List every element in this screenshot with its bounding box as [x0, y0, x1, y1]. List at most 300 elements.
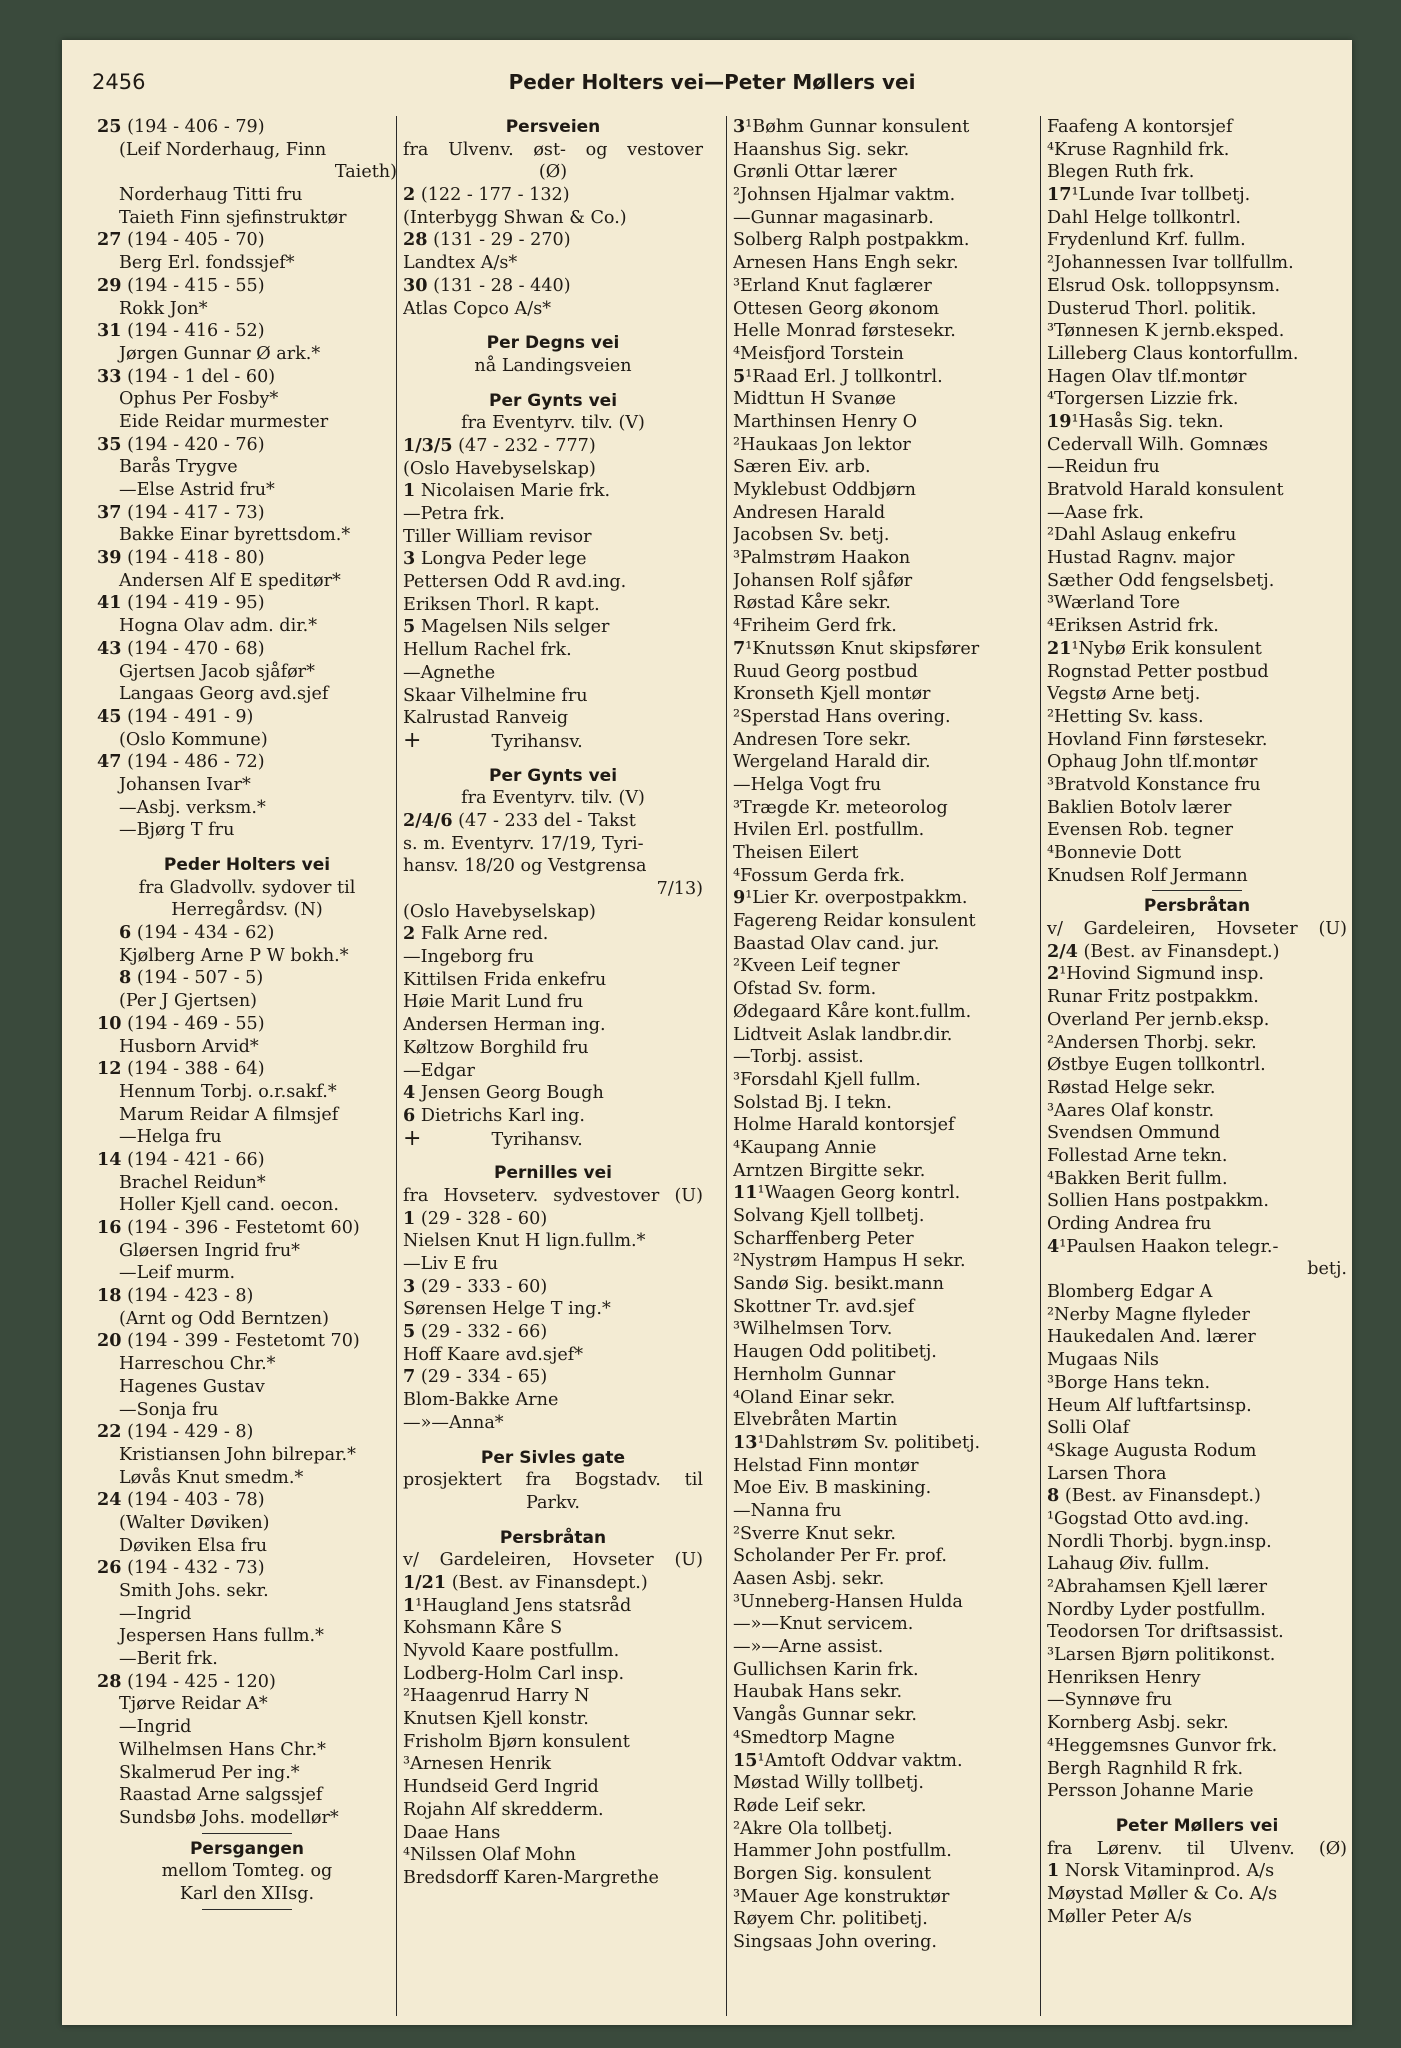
resident-line: Kristiansen John bilrepar.* — [119, 1444, 356, 1465]
house-entry: 7¹Knutssøn Knut skipsfører — [733, 637, 980, 659]
directory-line: 10 (194 - 469 - 55) — [97, 1012, 265, 1034]
resident-line: Husborn Arvid* — [119, 1036, 259, 1057]
directory-line: 27 (194 - 405 - 70) — [97, 229, 265, 251]
directory-line: ⁴Bonnevie Dott — [1047, 843, 1182, 863]
directory-line: ²Andersen Thorbj. sekr. — [1047, 1032, 1257, 1053]
resident-line: —Ingrid — [119, 1717, 192, 1738]
resident-line: —Leif murm. — [119, 1263, 236, 1284]
resident-line: Hagenes Gustav — [119, 1376, 265, 1397]
directory-line: Cedervall Wilh. Gomnæs — [1047, 434, 1269, 455]
directory-line: ²Johnsen Hjalmar vaktm. — [733, 185, 956, 206]
directory-line: Skaar Vilhelmine fru — [403, 685, 588, 706]
resident-line: —Berit frk. — [119, 1649, 218, 1670]
directory-line: Elvebråten Martin — [733, 1410, 898, 1431]
street-heading: Persgangen — [189, 1838, 305, 1859]
directory-line: 2 (122 - 177 - 132) — [403, 184, 570, 206]
directory-line: ¹Gogstad Otto avd.ing. — [1047, 1508, 1250, 1529]
directory-line: 1¹Haugland Jens statsråd — [403, 1594, 632, 1616]
directory-line: 2¹Hovind Sigmund insp. — [1047, 963, 1264, 985]
directory-line: 5 Magelsen Nils selger — [403, 616, 610, 638]
directory-line: Haukedalen And. lærer — [1047, 1327, 1256, 1348]
resident-line: Kjølberg Arne P W bokh.* — [119, 945, 349, 966]
directory-line: Solberg Ralph postpakkm. — [733, 230, 970, 251]
directory-line: 4 Jensen Georg Bough — [403, 1082, 604, 1104]
street-description: Parkv. — [525, 1492, 581, 1513]
resident-line: —Ingrid — [119, 1603, 192, 1624]
directory-line: 43 (194 - 470 - 68) — [97, 637, 265, 659]
directory-line: ²Haagenrud Harry N — [403, 1686, 590, 1707]
house-entry: 17¹Lunde Ivar tollbetj. — [1047, 184, 1251, 206]
directory-line: Hernholm Gunnar — [733, 1364, 896, 1385]
house-entry: 5¹Raad Erl. J tollkontrl. — [733, 365, 943, 387]
directory-line: ³Erland Knut faglærer — [733, 275, 932, 296]
resident-line: Raastad Arne salgssjef — [119, 1785, 323, 1806]
directory-line: ³Bratvold Konstance fru — [1047, 774, 1261, 795]
directory-line: Røde Leif sekr. — [733, 1795, 867, 1816]
directory-line: Kronseth Kjell montør — [733, 684, 931, 705]
street-heading: Pernilles vei — [494, 1163, 612, 1184]
directory-line: Skottner Tr. avd.sjef — [733, 1296, 915, 1317]
resident-line: Marum Reidar A filmsjef — [119, 1104, 339, 1125]
directory-line: Solstad Bj. I tekn. — [733, 1092, 892, 1113]
directory-page — [62, 40, 1352, 2025]
resident-line: 8 (194 - 507 - 5) — [119, 967, 264, 989]
directory-line: ²Kveen Leif tegner — [733, 956, 900, 977]
directory-line: Hoff Kaare avd.sjef* — [403, 1344, 584, 1365]
directory-line: Vangås Gunnar sekr. — [733, 1705, 917, 1726]
resident-line: (Per J Gjertsen) — [119, 991, 258, 1012]
directory-line: Knudsen Rolf Jermann — [1047, 865, 1248, 886]
directory-line: ⁴Oland Einar sekr. — [733, 1387, 896, 1408]
directory-line: (Oslo Havebyselskap) — [403, 458, 596, 479]
resident-line: Eide Reidar murmester — [119, 411, 329, 432]
directory-line: Henriksen Henry — [1047, 1667, 1201, 1688]
directory-line: Andersen Herman ing. — [403, 1015, 606, 1036]
directory-line: Nordli Thorbj. bygn.insp. — [1047, 1531, 1272, 1552]
directory-line: 47 (194 - 486 - 72) — [97, 751, 265, 773]
directory-line: Jacobsen Sv. betj. — [733, 525, 890, 546]
directory-line: Faafeng A kontorsjef — [1047, 117, 1233, 137]
directory-line: 25 (194 - 406 - 79) — [97, 116, 265, 137]
directory-line: —Reidun fru — [1047, 457, 1160, 478]
street-heading: Peder Holters vei — [163, 855, 331, 875]
directory-line: 26 (194 - 432 - 73) — [97, 1557, 265, 1579]
directory-line: Kittilsen Frida enkefru — [403, 969, 607, 990]
page-title: Peder Holters vei—Peter Møllers vei — [508, 70, 916, 94]
directory-line: Fagereng Reidar konsulent — [733, 911, 976, 932]
section-rule — [97, 1830, 397, 1838]
page-number: 2456 — [92, 70, 146, 94]
directory-line: ²Nerby Magne flyleder — [1047, 1304, 1250, 1325]
directory-line: ²Akre Ola tollbetj. — [733, 1818, 893, 1839]
directory-line: Høie Marit Lund fru — [403, 992, 584, 1013]
directory-line: ³Arnesen Henrik — [403, 1754, 552, 1775]
street-description: (Ø) — [538, 162, 568, 183]
directory-line: 3 Longva Peder lege — [403, 548, 587, 570]
directory-line: Bergh Ragnhild R frk. — [1047, 1758, 1244, 1779]
directory-line: Sandø Sig. besikt.mann — [733, 1274, 944, 1295]
directory-line: Andresen Tore sekr. — [733, 729, 912, 750]
directory-line: ⁴Meisfjord Torstein — [733, 343, 904, 364]
street-heading: Persveien — [505, 117, 601, 137]
directory-line: 1 Norsk Vitaminprod. A/s — [1047, 1860, 1275, 1882]
directory-line: Bredsdorff Karen-Margrethe — [403, 1867, 659, 1888]
resident-line: 6 (194 - 434 - 62) — [119, 922, 275, 944]
street-heading: Per Gynts vei — [488, 765, 618, 786]
directory-line: ³Palmstrøm Haakon — [733, 548, 911, 569]
directory-line: 35 (194 - 420 - 76) — [97, 433, 265, 455]
spacer — [403, 753, 703, 765]
directory-line: ⁴Skage Augusta Rodum — [1047, 1440, 1257, 1461]
directory-line: ⁴Kruse Ragnhild frk. — [1047, 139, 1230, 160]
directory-line: 28 (194 - 425 - 120) — [97, 1670, 276, 1692]
resident-line: Bakke Einar byrettsdom.* — [119, 525, 351, 546]
directory-line: Røstad Helge sekr. — [1047, 1077, 1216, 1098]
resident-line: Jørgen Gunnar Ø ark.* — [119, 343, 321, 364]
directory-line: s. m. Eventyrv. 17/19, Tyri- — [403, 833, 644, 854]
resident-line: Smith Johs. sekr. — [119, 1581, 269, 1601]
directory-line: 14 (194 - 421 - 66) — [97, 1148, 265, 1170]
directory-line: —Liv E fru — [403, 1254, 499, 1274]
directory-line: ²Dahl Aslaug enkefru — [1047, 525, 1237, 546]
street-heading: Peter Møllers vei — [1115, 1815, 1279, 1836]
directory-line: Rojahn Alf skredderm. — [403, 1799, 604, 1820]
street-description: nå Landingsveien — [474, 355, 632, 376]
directory-line: —Gunnar magasinarb. — [733, 207, 934, 228]
directory-line: Køltzow Borghild fru — [403, 1037, 589, 1058]
directory-line: 2 Falk Arne red. — [403, 923, 549, 945]
directory-line: Daae Hans — [403, 1822, 501, 1843]
street-description: fra Eventyrv. tilv. (V) — [461, 413, 645, 434]
street-description: fra Lørenv. til Ulvenv. (Ø) — [1047, 1838, 1347, 1859]
directory-line: —Ingeborg fru — [403, 947, 534, 968]
street-description: v/ Gardeleiren, Hovseter (U) — [403, 1550, 703, 1571]
directory-line: Moe Eiv. B maskining. — [733, 1478, 932, 1499]
street-description: fra Ulvenv. øst- og vestover — [403, 139, 703, 160]
resident-line: Norderhaug Titti fru — [119, 185, 303, 206]
directory-line: Hustad Ragnv. major — [1047, 548, 1235, 569]
resident-line: Holler Kjell cand. oecon. — [119, 1195, 339, 1216]
column-4 — [1040, 116, 1347, 2016]
directory-line: ²Nystrøm Hampus H sekr. — [733, 1251, 966, 1272]
resident-line: Barås Trygve — [119, 457, 238, 478]
directory-line: Ophaug John tlf.montør — [1047, 752, 1258, 773]
directory-line: Scharffenberg Peter — [733, 1228, 914, 1249]
directory-line: Nordby Lyder postfullm. — [1047, 1599, 1266, 1620]
directory-line: Nielsen Knut H lign.fullm.* — [403, 1231, 646, 1252]
house-entry: 3¹Bøhm Gunnar konsulent — [733, 116, 970, 137]
resident-line: (Arnt og Odd Berntzen) — [119, 1308, 329, 1329]
resident-line: (Oslo Kommune) — [119, 729, 268, 750]
spacer — [403, 1150, 703, 1162]
directory-line: 3 (29 - 333 - 60) — [403, 1275, 548, 1297]
resident-line: Skalmerud Per ing.* — [119, 1762, 300, 1783]
directory-line: Kalrustad Ranveig — [403, 708, 569, 729]
directory-line: Rognstad Petter postbud — [1047, 661, 1269, 682]
directory-line: Frisholm Bjørn konsulent — [403, 1731, 630, 1752]
street-description: mellom Tomteg. og — [161, 1861, 333, 1882]
directory-line: ⁴Bakken Berit fullm. — [1047, 1168, 1228, 1189]
directory-line: Hellum Rachel frk. — [403, 640, 572, 661]
directory-line: —Torbj. assist. — [733, 1047, 864, 1068]
directory-line: ³Larsen Bjørn politikonst. — [1047, 1645, 1276, 1666]
street-description: fra Eventyrv. tilv. (V) — [461, 788, 645, 809]
directory-line: 6 Dietrichs Karl ing. — [403, 1104, 585, 1126]
directory-line: Ording Andrea fru — [1047, 1214, 1212, 1234]
section-rule — [1047, 887, 1347, 895]
directory-line: 18 (194 - 423 - 8) — [97, 1285, 254, 1307]
resident-line: Langaas Georg avd.sjef — [119, 684, 329, 705]
directory-line: Elsrud Osk. tolloppsynsm. — [1047, 275, 1281, 296]
directory-line: Frydenlund Krf. fullm. — [1047, 230, 1246, 251]
continuation-line: 7/13) — [656, 879, 703, 899]
directory-line: ⁴Kaupang Annie — [733, 1137, 877, 1158]
directory-line: —Aase frk. — [1047, 502, 1144, 523]
resident-line: (Leif Norderhaug, Finn — [119, 139, 327, 160]
directory-line: ³Mauer Age konstruktør — [733, 1886, 950, 1907]
directory-line: Arnesen Hans Engh sekr. — [733, 253, 959, 274]
directory-line: 16 (194 - 396 - Festetomt 60) — [97, 1217, 360, 1238]
directory-line: Evensen Rob. tegner — [1047, 820, 1234, 841]
directory-line: Særen Eiv. arb. — [733, 457, 871, 478]
directory-line: Gullichsen Karin frk. — [733, 1659, 919, 1680]
directory-line: Solli Olaf — [1047, 1418, 1130, 1439]
directory-line: 12 (194 - 388 - 64) — [97, 1058, 265, 1080]
directory-line: 37 (194 - 417 - 73) — [97, 501, 265, 523]
cross-street: + Tyrihansv. — [403, 1127, 583, 1151]
directory-line: Hovland Finn førstesekr. — [1047, 729, 1268, 750]
resident-line: —Helga fru — [119, 1127, 222, 1148]
resident-line: Taieth Finn sjefinstruktør — [119, 207, 347, 228]
street-description: Herregårdsv. (N) — [171, 900, 323, 921]
directory-line: 33 (194 - 1 del - 60) — [97, 365, 276, 387]
directory-line: —Petra frk. — [403, 504, 505, 524]
directory-line: Hammer John postfullm. — [733, 1841, 952, 1862]
directory-line: Solvang Kjell tollbetj. — [733, 1206, 925, 1226]
house-entry: 11¹Waagen Georg kontrl. — [733, 1182, 961, 1204]
resident-line: —Else Astrid fru* — [119, 480, 275, 500]
directory-line: Blegen Ruth frk. — [1047, 162, 1195, 183]
directory-line: —Helga Vogt fru — [733, 774, 882, 795]
directory-line: Myklebust Oddbjørn — [733, 480, 916, 500]
resident-line: Johansen Ivar* — [119, 774, 251, 795]
resident-line: —Bjørg T fru — [119, 820, 235, 841]
directory-line: ³Forsdahl Kjell fullm. — [733, 1069, 921, 1090]
directory-line: ⁴Smedtorp Magne — [733, 1727, 895, 1748]
resident-line: Berg Erl. fondssjef* — [119, 253, 295, 274]
directory-line: Østbye Eugen tollkontrl. — [1047, 1055, 1266, 1076]
street-description: fra Hovseterv. sydvestover (U) — [403, 1185, 703, 1206]
directory-line: Tiller William revisor — [403, 526, 592, 547]
directory-line: 1 (29 - 328 - 60) — [403, 1207, 548, 1229]
street-description: Karl den XIIsg. — [179, 1883, 315, 1904]
directory-line: Møstad Willy tollbetj. — [733, 1773, 924, 1794]
directory-line: Ødegaard Kåre kont.fullm. — [733, 1001, 972, 1022]
resident-line: Ophus Per Fosby* — [119, 389, 279, 410]
directory-line: —Synnøve fru — [1047, 1690, 1173, 1711]
directory-line: —»—Anna* — [403, 1412, 504, 1433]
directory-line: 45 (194 - 491 - 9) — [97, 705, 254, 727]
directory-line: Røstad Kåre sekr. — [733, 593, 891, 614]
directory-line: 41 (194 - 419 - 95) — [97, 592, 265, 614]
directory-line: Dahl Helge tollkontrl. — [1047, 207, 1241, 228]
directory-line: Baastad Olav cand. jur. — [733, 933, 940, 954]
spacer — [403, 1515, 703, 1527]
directory-line: Wergeland Harald dir. — [733, 752, 931, 773]
directory-line: Helstad Finn montør — [733, 1455, 919, 1476]
page-header — [92, 70, 1332, 104]
directory-line: (Oslo Havebyselskap) — [403, 901, 596, 922]
directory-line: ⁴Friheim Gerd frk. — [733, 616, 897, 637]
directory-line: Røyem Chr. politibetj. — [733, 1909, 928, 1930]
directory-line: Hagen Olav tlf.montør — [1047, 366, 1247, 387]
resident-line: Gjertsen Jacob sjåfør* — [119, 661, 315, 682]
resident-line: Jespersen Hans fullm.* — [119, 1626, 324, 1647]
directory-line: 2/4/6 (47 - 233 del - Takst — [403, 809, 636, 831]
directory-line: ²Abrahamsen Kjell lærer — [1047, 1577, 1268, 1597]
cross-street: + Tyrihansv. — [403, 729, 583, 753]
directory-line: 22 (194 - 429 - 8) — [97, 1421, 254, 1443]
directory-line: Scholander Per Fr. prof. — [733, 1546, 948, 1567]
directory-line: Overland Per jernb.eksp. — [1047, 1009, 1270, 1030]
resident-line: Wilhelmsen Hans Chr.* — [119, 1739, 326, 1760]
directory-line: Mugaas Nils — [1047, 1350, 1159, 1371]
directory-line: Heum Alf luftfartsinsp. — [1047, 1395, 1252, 1416]
directory-line: Kornberg Asbj. sekr. — [1047, 1713, 1229, 1734]
column-3 — [726, 116, 1033, 2016]
street-heading: Per Gynts vei — [488, 390, 618, 411]
directory-line: ⁴Torgersen Lizzie frk. — [1047, 389, 1239, 410]
house-entry: 15¹Amtoft Oddvar vaktm. — [733, 1749, 963, 1771]
directory-line: Grønli Ottar lærer — [733, 162, 897, 183]
directory-line: ⁴Heggemsnes Gunvor frk. — [1047, 1735, 1278, 1756]
directory-line: ⁴Fossum Gerda frk. — [733, 865, 905, 886]
directory-line: ²Johannessen Ivar tollfullm. — [1047, 253, 1294, 274]
directory-line: Blom-Bakke Arne — [403, 1390, 559, 1411]
directory-line: —Nanna fru — [733, 1500, 842, 1521]
directory-line: ³Unneberg-Hansen Hulda — [733, 1591, 963, 1612]
directory-line: Dusterud Thorl. politik. — [1047, 298, 1257, 319]
directory-line: hansv. 18/20 og Vestgrensa — [403, 856, 647, 877]
directory-line: (Interbygg Shwan & Co.) — [403, 207, 627, 228]
directory-line: Kohsmann Kåre S — [403, 1618, 563, 1639]
street-description: fra Gladvollv. sydover til — [138, 877, 356, 898]
directory-line: Hvilen Erl. postfullm. — [733, 820, 925, 841]
street-description: v/ Gardeleiren, Hovseter (U) — [1047, 919, 1347, 940]
directory-line: Holme Harald kontorsjef — [733, 1115, 955, 1136]
directory-line: 1 Nicolaisen Marie frk. — [403, 480, 611, 502]
directory-line: ⁴Nilssen Olaf Mohn — [403, 1845, 577, 1866]
resident-line: Harreschou Chr.* — [119, 1354, 276, 1375]
house-entry: 13¹Dahlstrøm Sv. politibetj. — [733, 1431, 981, 1453]
directory-line: Andresen Harald — [733, 502, 886, 523]
resident-line: Gløersen Ingrid fru* — [119, 1240, 300, 1261]
directory-line: Vegstø Arne betj. — [1047, 684, 1201, 705]
directory-line: Arntzen Birgitte sekr. — [733, 1160, 926, 1181]
directory-line: Teodorsen Tor driftsassist. — [1047, 1622, 1284, 1643]
directory-line: Ruud Georg postbud — [733, 661, 918, 682]
directory-line: Theisen Eilert — [733, 843, 859, 863]
directory-line: Helle Monrad førstesekr. — [733, 321, 956, 342]
street-heading: Per Degns vei — [486, 333, 620, 354]
continuation-line: Taieth) — [334, 162, 397, 183]
street-heading: Per Sivles gate — [480, 1447, 626, 1468]
directory-line: Sæther Odd fengselsbetj. — [1047, 570, 1275, 591]
directory-line: Svendsen Ommund — [1047, 1123, 1221, 1144]
directory-line: —»—Knut servicem. — [733, 1614, 914, 1635]
directory-line: Hundseid Gerd Ingrid — [403, 1777, 599, 1798]
directory-line: 8 (Best. av Finansdept.) — [1047, 1485, 1261, 1507]
directory-line: Baklien Botolv lærer — [1047, 797, 1232, 818]
directory-line: 1/21 (Best. av Finansdept.) — [403, 1571, 648, 1593]
directory-line: Haugen Odd politibetj. — [733, 1342, 937, 1363]
directory-line: 20 (194 - 399 - Festetomt 70) — [97, 1330, 360, 1352]
directory-line: Ottesen Georg økonom — [733, 298, 940, 319]
directory-line: 1/3/5 (47 - 232 - 777) — [403, 434, 596, 456]
directory-line: 24 (194 - 403 - 78) — [97, 1489, 265, 1511]
directory-line: 7 (29 - 334 - 65) — [403, 1366, 548, 1388]
directory-line: Follestad Arne tekn. — [1047, 1145, 1228, 1166]
directory-line: ³Wilhelmsen Torv. — [733, 1319, 893, 1340]
section-rule — [97, 1906, 397, 1914]
directory-line: Sørensen Helge T ing.* — [403, 1299, 611, 1320]
directory-line: Sollien Hans postpakkm. — [1047, 1191, 1269, 1212]
spacer — [403, 378, 703, 390]
directory-line: ²Sperstad Hans overing. — [733, 706, 951, 727]
directory-line: Borgen Sig. konsulent — [733, 1863, 932, 1884]
directory-line: Persson Johanne Marie — [1047, 1781, 1254, 1802]
directory-line: 4¹Paulsen Haakon telegr.- — [1047, 1235, 1279, 1257]
directory-line: Bratvold Harald konsulent — [1047, 480, 1284, 500]
directory-line: —Agnethe — [403, 662, 496, 683]
directory-line: 5 (29 - 332 - 66) — [403, 1321, 548, 1343]
directory-line: 29 (194 - 415 - 55) — [97, 274, 265, 296]
directory-line: ³Trægde Kr. meteorolog — [733, 797, 948, 818]
directory-line: Midttun H Svanøe — [733, 389, 897, 410]
directory-line: Møystad Møller & Co. A/s — [1047, 1883, 1278, 1904]
directory-line: 39 (194 - 418 - 80) — [97, 547, 265, 569]
directory-line: ³Tønnesen K jernb.eksped. — [1047, 321, 1285, 342]
directory-line: Haubak Hans sekr. — [733, 1682, 903, 1703]
directory-line: Nyvold Kaare postfullm. — [403, 1641, 620, 1661]
directory-line: ²Hetting Sv. kass. — [1047, 706, 1204, 727]
directory-line: Eriksen Thorl. R kapt. — [403, 594, 600, 615]
spacer — [403, 1435, 703, 1447]
resident-line: Løvås Knut smedm.* — [119, 1467, 304, 1488]
directory-line: ³Wærland Tore — [1047, 593, 1180, 614]
directory-line: Larsen Thora — [1047, 1463, 1167, 1484]
directory-line: ²Sverre Knut sekr. — [733, 1523, 896, 1544]
directory-line: 31 (194 - 416 - 52) — [97, 320, 265, 342]
directory-line: Pettersen Odd R avd.ing. — [403, 572, 627, 593]
directory-line: Marthinsen Henry O — [733, 411, 918, 432]
column-1 — [97, 116, 397, 1914]
resident-line: —Sonja fru — [119, 1399, 219, 1420]
resident-line: —Asbj. verksm.* — [119, 797, 266, 818]
spacer — [403, 320, 703, 332]
resident-line: Andersen Alf E speditør* — [119, 570, 341, 591]
directory-line: Lodberg-Holm Carl insp. — [403, 1663, 625, 1684]
resident-line: Tjørve Reidar A* — [119, 1694, 268, 1715]
directory-line: —Edgar — [403, 1060, 475, 1081]
house-entry: 9¹Lier Kr. overpostpakkm. — [733, 887, 968, 909]
directory-line: ³Borge Hans tekn. — [1047, 1372, 1211, 1393]
resident-line: Rokk Jon* — [119, 298, 208, 319]
directory-line: Atlas Copco A/s* — [403, 298, 552, 319]
directory-line: Blomberg Edgar A — [1047, 1282, 1213, 1303]
directory-line: Knutsen Kjell konstr. — [403, 1709, 589, 1730]
directory-line: Haanshus Sig. sekr. — [733, 139, 910, 160]
